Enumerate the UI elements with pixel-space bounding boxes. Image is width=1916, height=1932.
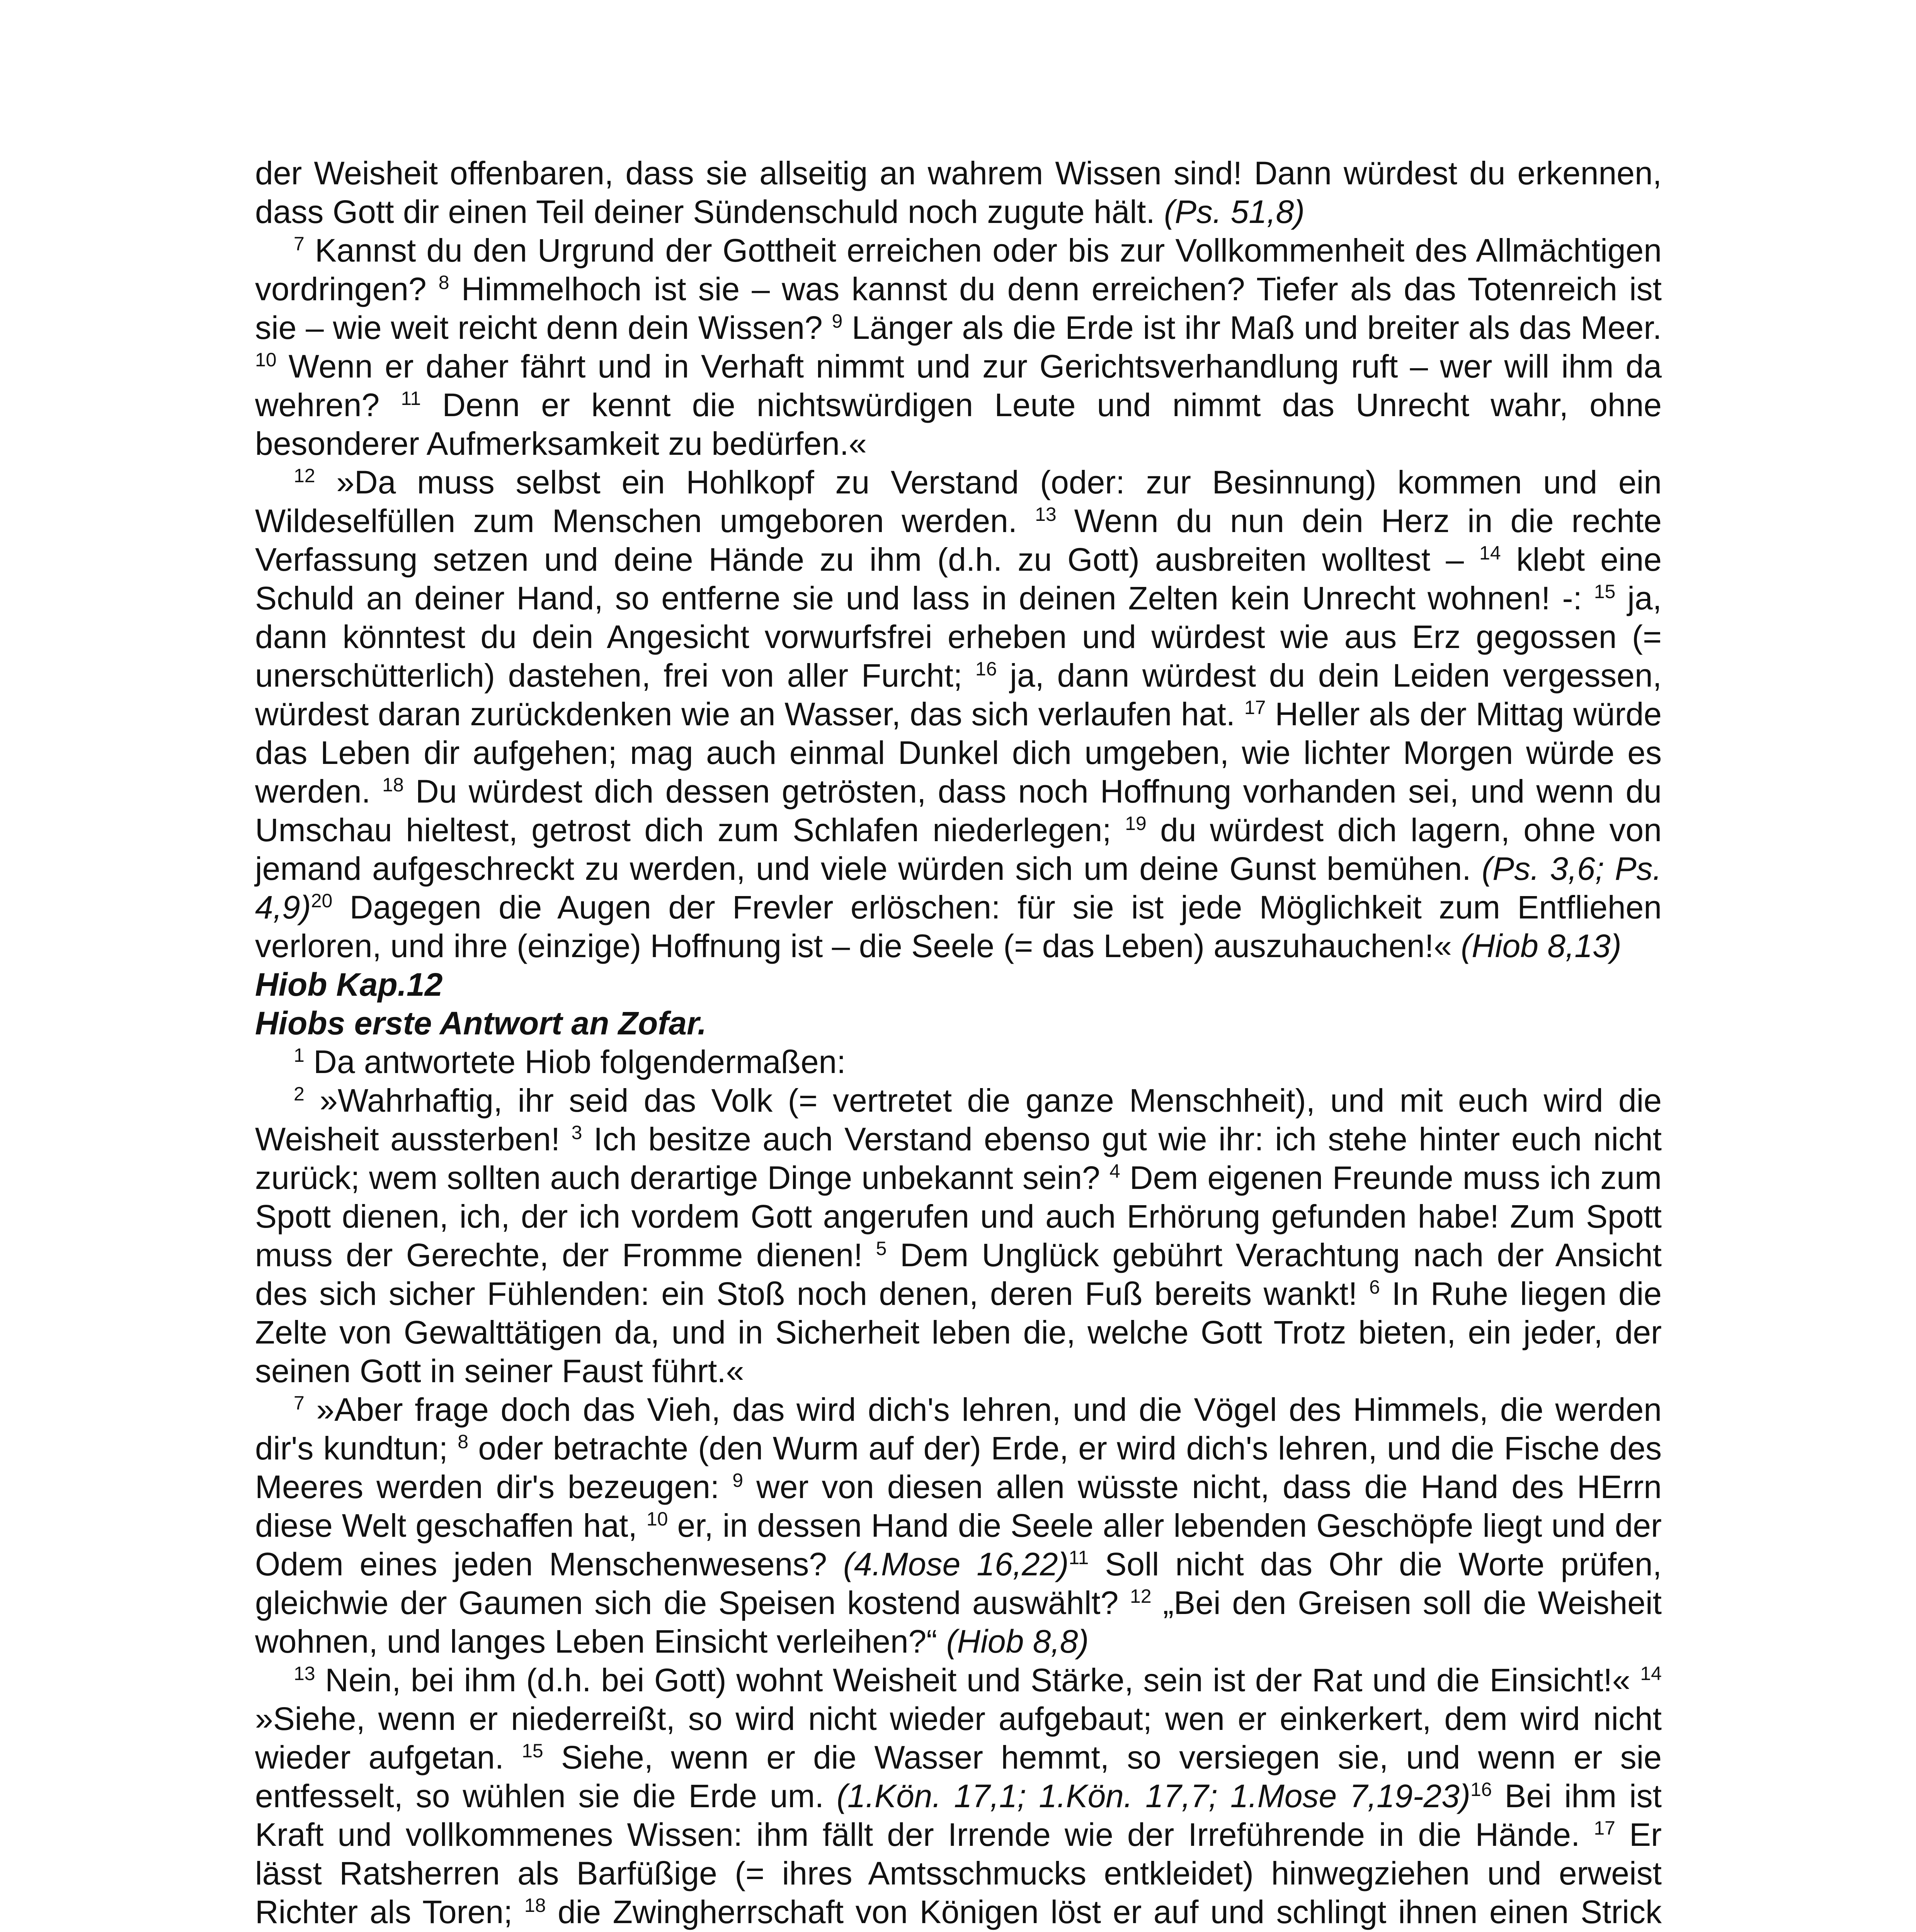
scripture-reference: (4.Mose 16,22) [843,1546,1069,1582]
verse [294,1662,1640,1698]
paragraph [255,231,1662,463]
verse-text: wer von diesen allen wüsste nicht, dass die Hand des HErrn diese Welt geschaffen hat, [255,1469,1662,1544]
verse-text: du würdest dich lagern, ohne von jemand aufgeschreckt zu werden, und viele würden sich um deine Gunst bemühen. [255,812,1662,887]
verse [832,310,1662,346]
section-heading: Hiob Kap.12 [255,966,443,1003]
verse-text: Himmelhoch ist sie – was kannst du denn erreichen? Tiefer als das Totenreich ist sie – wie weit reicht denn dein Wissen? [255,271,1662,346]
verse-number: 6 [1369,1276,1380,1298]
verse-number: 13 [294,1663,315,1684]
verse-text: Heller als der Mittag würde das Leben dir aufgehen; mag auch einmal Dunkel dich umgeben, wie lichter Morgen würde es werden. [255,696,1662,810]
verse-number: 5 [876,1238,887,1259]
verse-number: 8 [458,1431,469,1452]
verse-number: 16 [975,658,997,680]
verse-text: Wenn du nun dein Herz in die rechte Verfassung setzen und deine Hände zu ihm (d.h. zu Gott) ausbreiten wolltest – [255,503,1662,578]
verse-number: 11 [401,388,421,409]
verse-number: 20 [311,890,333,912]
paragraph [255,1390,1662,1661]
verse [255,889,1662,964]
verse-text: Kannst du den Urgrund der Gottheit erreichen oder bis zur Vollkommenheit des Allmächtigen vordringen? [255,232,1662,307]
verse-number: 15 [522,1740,543,1762]
verse-text: »Aber frage doch das Vieh, das wird dich's lehren, und die Vögel des Himmels, die werden dir's kundtun; [255,1391,1662,1466]
verse-number: 17 [1594,1817,1615,1839]
paragraph [255,1081,1662,1390]
verse-number: 17 [1244,697,1266,718]
verse-number: 16 [1470,1779,1492,1800]
scripture-reference: (Hiob 8,13) [1461,928,1622,964]
verse-text: »Da muss selbst ein Hohlkopf zu Verstand (oder: zur Besinnung) kommen und ein Wildeselfüllen zum Menschen umgeboren werden. [255,464,1662,539]
paragraph [255,463,1662,965]
verse-text: In Ruhe liegen die Zelte von Gewalttätigen da, und in Sicherheit leben die, welche Gott Trotz bieten, ein jeder, der seinen Gott in seiner Faust führt.« [255,1276,1662,1389]
verse-text: er, in dessen Hand die Seele aller lebenden Geschöpfe liegt und der Odem eines jeden Menschenwesens? [255,1507,1662,1582]
verse-number: 7 [294,233,305,255]
verse-number: 13 [1035,503,1057,525]
verse-number: 4 [1109,1160,1120,1182]
verse-text: Er lässt Ratsherren als Barfüßige (= ihres Amtsschmucks entkleidet) hinwegziehen und erweist Richter als Toren; [255,1816,1662,1930]
section-heading: Hiobs erste Antwort an Zofar. [255,1005,707,1041]
verse-text: Da antwortete Hiob folgendermaßen: [313,1044,846,1080]
document-page [255,154,1662,1932]
verse [255,155,1662,230]
verse-number: 14 [1640,1663,1662,1684]
verse-text: Siehe, wenn er die Wasser hemmt, so versiegen sie, und wenn er sie entfesselt, so wühlen sie die Erde um. [255,1739,1662,1814]
verse-text: ja, dann könntest du dein Angesicht vorwurfsfrei erheben und würdest wie aus Erz gegossen (= unerschütterlich) dastehen, frei von aller Furcht; [255,580,1662,694]
verse-number: 9 [732,1469,744,1491]
paragraph [255,154,1662,231]
verse-number: 9 [832,310,843,332]
verse-number: 12 [294,465,315,486]
verse [255,387,1662,462]
verse-text: Dagegen die Augen der Frevler erlöschen: für sie ist jede Möglichkeit zum Entfliehen verloren, und ihre (einzige) Hoffnung ist – die Seele (= das Leben) auszuhauchen!« [255,889,1662,964]
verse-number: 3 [571,1122,582,1143]
verse-number: 14 [1479,542,1501,564]
verse-number: 8 [438,272,449,293]
verse-number: 7 [294,1392,305,1414]
verse-text: Bei ihm ist Kraft und vollkommenes Wissen: ihm fällt der Irrende wie der Irreführende in die Hände. [255,1778,1662,1853]
verse-text: ja, dann würdest du dein Leiden vergessen, würdest daran zurückdenken wie an Wasser, das sich verlaufen hat. [255,657,1662,732]
scripture-reference: (Ps. 51,8) [1164,194,1305,230]
verse-text: Länger als die Erde ist ihr Maß und breiter als das Meer. [852,310,1662,346]
verse-number: 12 [1130,1585,1152,1607]
verse-text: Dem eigenen Freunde muss ich zum Spott dienen, ich, der ich vordem Gott angerufen und auch Erhörung gefunden habe! Zum Spott muss der Gerechte, der Fromme dienen! [255,1160,1662,1273]
verse-number: 10 [255,349,277,371]
verse-text: Nein, bei ihm (d.h. bei Gott) wohnt Weisheit und Stärke, sein ist der Rat und die Einsicht!« [325,1662,1640,1698]
verse-text: Denn er kennt die nichtswürdigen Leute und nimmt das Unrecht wahr, ohne besonderer Aufmerksamkeit zu bedürfen.« [255,387,1662,462]
verse-text: der Weisheit offenbaren, dass sie allseitig an wahrem Wissen sind! Dann würdest du erkennen, dass Gott dir einen Teil deiner Sündenschuld noch zugute hält. [255,155,1662,230]
verse-text: »Wahrhaftig, ihr seid das Volk (= vertretet die ganze Menschheit), und mit euch wird die Weisheit aussterben! [255,1082,1662,1157]
verse-number: 2 [294,1083,305,1105]
verse-text: Dem Unglück gebührt Verachtung nach der Ansicht des sich sicher Fühlenden: ein Stoß noch denen, deren Fuß bereits wankt! [255,1237,1662,1312]
verse-text: Du würdest dich dessen getrösten, dass noch Hoffnung vorhanden sei, und wenn du Umschau hieltest, getrost dich zum Schlafen niederlegen; [255,773,1662,848]
scripture-reference: (Ps. 3,6; Ps. 4,9) [255,850,1662,925]
verse-text: Ich besitze auch Verstand ebenso gut wie ihr: ich stehe hinter euch nicht zurück; wem sollten auch derartige Dinge unbekannt sein? [255,1121,1662,1196]
verse-text: Soll nicht das Ohr die Worte prüfen, gleichwie der Gaumen sich die Speisen kostend auswählt? [255,1546,1662,1621]
verse-text: klebt eine Schuld an deiner Hand, so entferne sie und lass in deinen Zelten kein Unrecht wohnen! -: [255,541,1662,616]
verse-number: 18 [524,1895,546,1916]
verse-number: 11 [1069,1547,1089,1568]
verse-number: 18 [382,774,404,796]
paragraph [255,1043,1662,1081]
verse-number: 19 [1125,813,1147,834]
verse-text: Wenn er daher fährt und in Verhaft nimmt und zur Gerichtsverhandlung ruft – wer will ihm da wehren? [255,348,1662,423]
paragraph [255,1661,1662,1932]
scripture-reference: (1.Kön. 17,1; 1.Kön. 17,7; 1.Mose 7,19-23) [836,1778,1470,1814]
verse-text: oder betrachte (den Wurm auf der) Erde, er wird dich's lehren, und die Fische des Meeres werden dir's bezeugen: [255,1430,1662,1505]
verse-number: 10 [646,1508,668,1530]
verse-number: 15 [1594,581,1616,602]
verse [294,1044,846,1080]
scripture-reference: (Hiob 8,8) [946,1623,1089,1660]
verse-text: die Zwingherrschaft von Königen löst er auf und schlingt ihnen einen Strick [558,1894,1662,1930]
verse-number: 1 [294,1044,305,1066]
verse-text: „Bei den Greisen soll die Weisheit wohnen, und langes Leben Einsicht verleihen?“ [255,1585,1662,1660]
verse-text: »Siehe, wenn er niederreißt, so wird nicht wieder aufgebaut; wen er einkerkert, dem wird nicht wieder aufgetan. [255,1701,1662,1776]
